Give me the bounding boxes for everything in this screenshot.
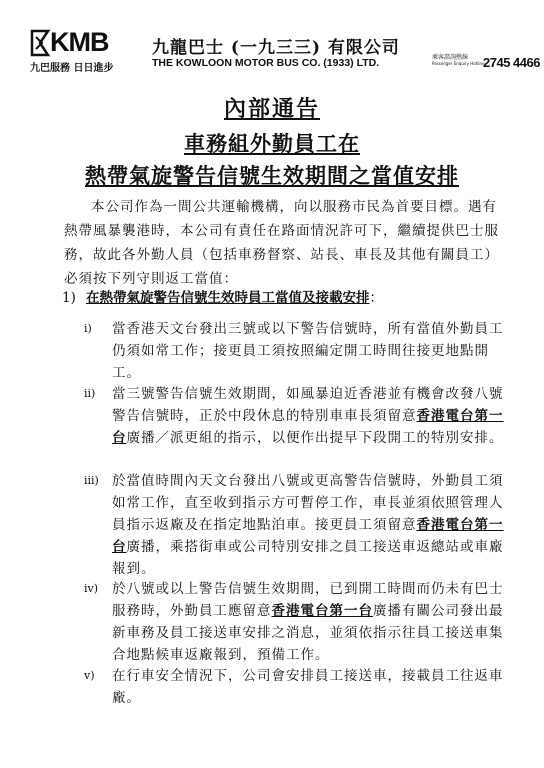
item-text [112, 470, 504, 580]
company-name-chinese: 九龍巴士 (一九三三) 有限公司 [152, 38, 400, 58]
item-text-after: 廣播／派更組的指示，以便作出提早下段開工的特別安排。 [126, 430, 504, 446]
item-text-before: 於當值時間內天文台發出八號或更高警告信號時，外勤員工須如常工作，直至收到指示方可暫停工作，車長並須依照管理人員指示返廠及在指定地點泊車。接更員工須留意 [112, 473, 504, 533]
list-item-iv [84, 578, 504, 666]
item-text-after: 廣播有關公司發出最新車務及員工接送車安排之消息，並須依指示往員工接送車集合地點候車返廠報到，預備工作。 [112, 603, 504, 663]
item-numeral: v) [84, 669, 95, 682]
item-text-after: 廣播，乘搭街車或公司特別安排之員工接送車返總站或車廠報到。 [112, 539, 504, 577]
hotline-label [432, 54, 485, 66]
item-text [112, 383, 504, 449]
hotline-number: 2745 4466 [483, 55, 540, 70]
hotline-label-en: Passenger Enquiry Hotline [432, 61, 485, 66]
kmb-emblem-icon [30, 27, 52, 57]
item-text [112, 578, 504, 666]
item-numeral: iv) [84, 582, 99, 595]
section-1-heading [62, 287, 512, 309]
notice-title-line-1: 車務組外勤員工在 [184, 131, 360, 156]
list-item-iii [84, 470, 504, 580]
item-numeral: iii) [84, 474, 99, 487]
item-text-before: 於八號或以上警告信號生效期間，已到開工時間而仍未有巴士服務時，外勤員工應留意 [112, 581, 504, 619]
notice-heading: 內部通告 [223, 96, 320, 122]
rthk-radio-1-emphasis: 香港電台第一台 [112, 408, 504, 446]
item-text: 當香港天文台發出三號或以下警告信號時，所有當值外勤員工仍須如常工作；接更員工須按照編定開工時間往接更地點開工。 [112, 321, 504, 381]
item-text: 在行車安全情況下，公司會安排員工接送車，接載員工往返車廠。 [112, 668, 504, 706]
company-name-english: THE KOWLOON MOTOR BUS CO. (1933) LTD. [152, 57, 380, 69]
rthk-radio-1-emphasis: 香港電台第一台 [112, 517, 504, 555]
hotline-label-zh: 乘客諮詢熱線 [432, 54, 469, 61]
rthk-radio-1-emphasis: 香港電台第一台 [271, 603, 373, 619]
item-numeral: ii) [84, 387, 96, 400]
item-numeral: i) [84, 322, 92, 335]
logo-tagline: 九巴服務 日日進步 [30, 63, 114, 74]
intro-paragraph: 本公司作為一間公共運輸機構，向以服務市民為首要目標。遇有熱帶風暴襲港時，本公司有責任在路面情況許可下，繼續提供巴士服務，故此各外勤人員（包括車務督察、站長、車長及其他有關員工）必須按下列守則返工當值： [64, 199, 499, 287]
section-title: 在熱帶氣旋警告信號生效時員工當值及接載安排 [86, 290, 370, 306]
list-item-i [84, 318, 504, 384]
item-text-before: 當三號警告信號生效期間，如風暴迫近香港並有機會改發八號警告信號時，正於中段休息的特別車車長須留意 [112, 386, 504, 424]
section-colon: ： [369, 290, 383, 306]
logo-text: KMB [50, 27, 109, 57]
list-item-ii [84, 383, 504, 449]
list-item-v [84, 665, 504, 709]
notice-title-line-2: 熱帶氣旋警告信號生效期間之當值安排 [85, 163, 459, 188]
kmb-logo [30, 27, 118, 75]
section-number: 1) [62, 290, 76, 306]
